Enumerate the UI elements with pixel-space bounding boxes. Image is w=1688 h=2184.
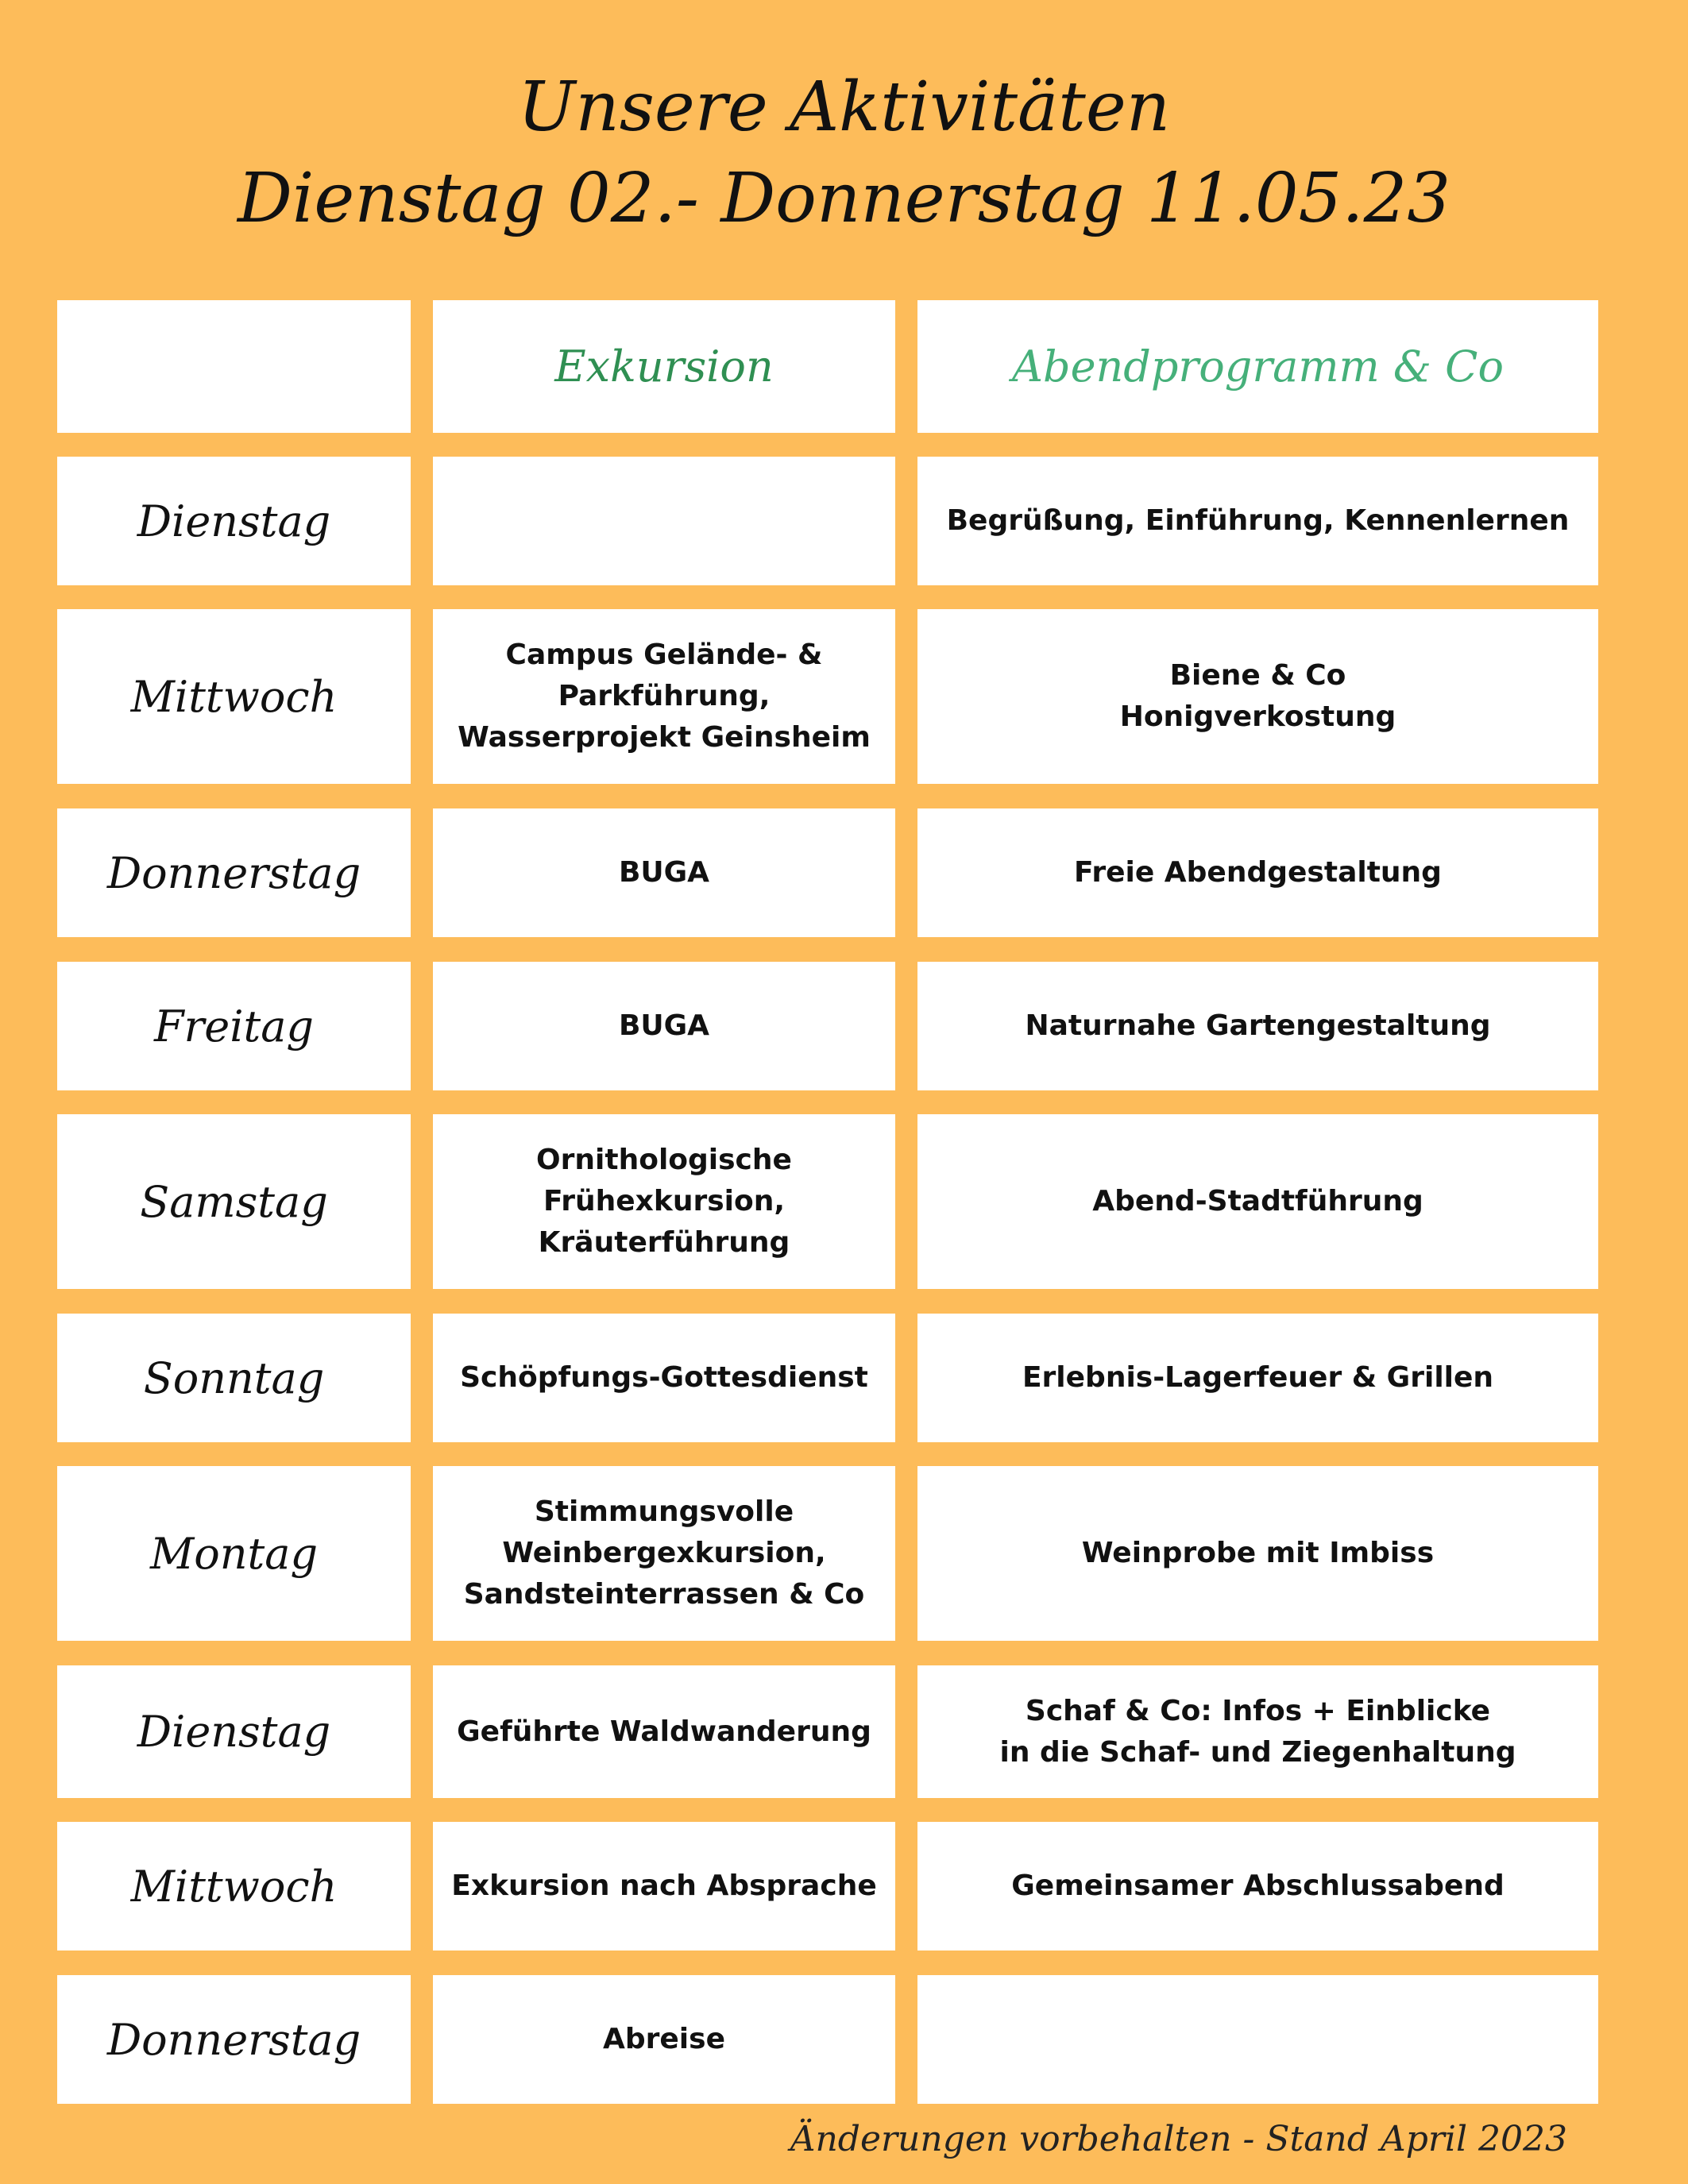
table-row-exkursion-cell xyxy=(433,1114,895,1289)
exkursion-text: BUGA xyxy=(618,856,710,889)
table-row-abend-cell xyxy=(917,457,1598,585)
exkursion-text: Campus Gelände- & Parkführung, Wasserprojekt Geinsheim xyxy=(458,639,871,754)
table-row-day-cell xyxy=(57,1466,411,1641)
table-row-abend-cell xyxy=(917,1822,1598,1951)
header-label-abendprogramm: Abendprogramm & Co xyxy=(1012,341,1504,392)
table-row-exkursion-cell xyxy=(433,1314,895,1442)
abend-text: Weinprobe mit Imbiss xyxy=(1081,1537,1435,1569)
table-row-exkursion-cell xyxy=(433,808,895,937)
table-row-exkursion-cell xyxy=(433,457,895,585)
header-cell-empty xyxy=(57,300,411,433)
day-label: Montag xyxy=(149,1528,319,1579)
day-label: Dienstag xyxy=(137,1707,331,1757)
header-label-exkursion: Exkursion xyxy=(554,341,774,392)
exkursion-text: Abreise xyxy=(603,2023,725,2055)
exkursion-text: Exkursion nach Absprache xyxy=(451,1870,877,1902)
exkursion-text: Schöpfungs-Gottesdienst xyxy=(460,1361,868,1394)
exkursion-text: Ornithologische Frühexkursion, Kräuterführung xyxy=(536,1144,792,1259)
table-row-exkursion-cell xyxy=(433,1665,895,1798)
table-row-day-cell xyxy=(57,1665,411,1798)
footer-note: Änderungen vorbehalten - Stand April 2023 xyxy=(790,2119,1567,2159)
abend-text: Naturnahe Gartengestaltung xyxy=(1025,1009,1491,1042)
day-label: Donnerstag xyxy=(106,2014,361,2065)
abend-text: Begrüßung, Einführung, Kennenlernen xyxy=(946,504,1570,537)
exkursion-text: Geführte Waldwanderung xyxy=(457,1715,871,1748)
table-row-abend-cell xyxy=(917,1114,1598,1289)
table-row-abend-cell xyxy=(917,1466,1598,1641)
table-row-day-cell xyxy=(57,808,411,937)
table-row-abend-cell xyxy=(917,962,1598,1090)
table-row-abend-cell xyxy=(917,609,1598,784)
day-label: Sonntag xyxy=(143,1352,325,1403)
table-row-day-cell xyxy=(57,1975,411,2104)
day-label: Donnerstag xyxy=(106,847,361,898)
abend-text: Gemeinsamer Abschlussabend xyxy=(1011,1870,1505,1902)
table-row-day-cell xyxy=(57,1822,411,1951)
header-cell-abendprogramm xyxy=(917,300,1598,433)
day-label: Mittwoch xyxy=(130,1861,338,1912)
table-row-day-cell xyxy=(57,609,411,784)
table-row-day-cell xyxy=(57,457,411,585)
abend-text: Abend-Stadtführung xyxy=(1092,1185,1423,1217)
exkursion-text: BUGA xyxy=(618,1009,710,1042)
day-label: Freitag xyxy=(154,1001,314,1051)
table-row-abend-cell xyxy=(917,1975,1598,2104)
table-row-exkursion-cell xyxy=(433,609,895,784)
header-cell-exkursion xyxy=(433,300,895,433)
table-row-exkursion-cell xyxy=(433,1822,895,1951)
table-row-exkursion-cell xyxy=(433,962,895,1090)
exkursion-text: Stimmungsvolle Weinbergexkursion, Sandsteinterrassen & Co xyxy=(463,1495,865,1611)
abend-text: Schaf & Co: Infos + Einblicke in die Schaf- und Ziegenhaltung xyxy=(999,1694,1516,1769)
abend-text: Biene & Co Honigverkostung xyxy=(1119,659,1396,733)
table-row-abend-cell xyxy=(917,1665,1598,1798)
day-label: Mittwoch xyxy=(130,671,338,722)
abend-text: Erlebnis-Lagerfeuer & Grillen xyxy=(1022,1361,1494,1394)
table-row-day-cell xyxy=(57,962,411,1090)
page-subtitle-dates: Dienstag 02.- Donnerstag 11.05.23 xyxy=(237,159,1451,238)
table-row-day-cell xyxy=(57,1114,411,1289)
page-title: Unsere Aktivitäten xyxy=(517,68,1171,147)
day-label: Dienstag xyxy=(137,496,331,546)
day-label: Samstag xyxy=(140,1176,328,1227)
table-row-day-cell xyxy=(57,1314,411,1442)
table-row-abend-cell xyxy=(917,1314,1598,1442)
table-row-exkursion-cell xyxy=(433,1466,895,1641)
abend-text: Freie Abendgestaltung xyxy=(1074,856,1442,889)
table-row-exkursion-cell xyxy=(433,1975,895,2104)
table-row-abend-cell xyxy=(917,808,1598,937)
